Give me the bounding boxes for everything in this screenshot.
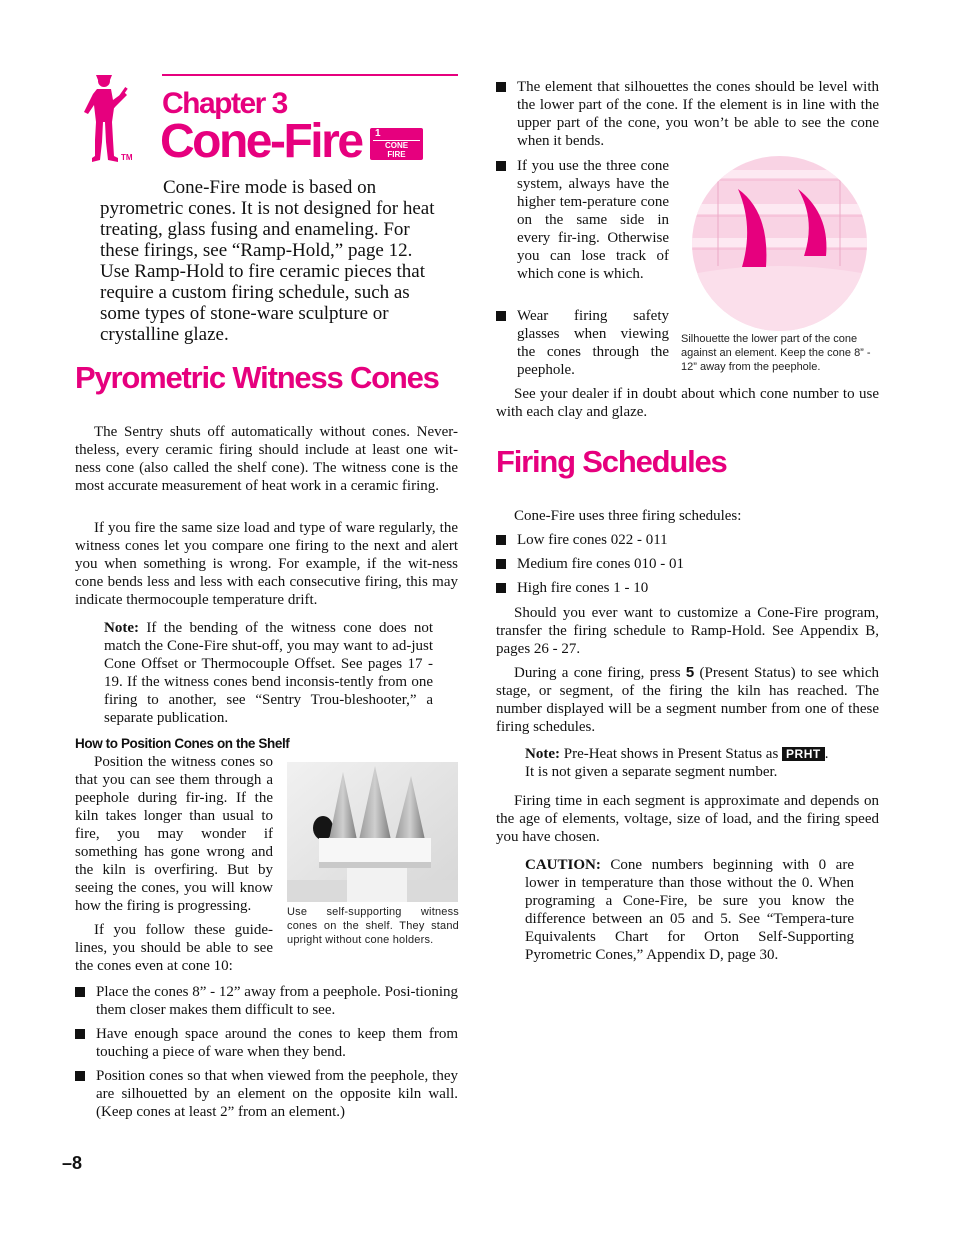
photo-caption: Use self-supporting witness cones on the shelf. They stand upright without cone holders. [287, 906, 459, 946]
cone-fire-key [370, 128, 423, 160]
bullet-square-icon [496, 82, 506, 92]
note-label: Note: [104, 620, 139, 636]
key-label-1: CONE [384, 141, 409, 150]
present-status-paragraph: During a cone firing, press 5 (Present Status) to see which stage, or segment, of the firing the kiln has reached. The number displayed will be a segment number from one of these firing schedules. [496, 664, 879, 735]
list-item: Medium fire cones 010 - 01 [496, 555, 879, 573]
dealer-paragraph: See your dealer if in doubt about which cone number to use with each clay and glaze. [496, 386, 879, 420]
page-number: –8 [62, 1153, 83, 1173]
bullet-square-icon [496, 535, 506, 545]
trademark-mark: TM [121, 153, 133, 162]
bullet-square-icon [75, 987, 85, 997]
firing-time-paragraph: Firing time in each segment is approximate and depends on the age of elements, voltage, size of load, and the firing speed you have chosen. [496, 793, 879, 845]
position-paragraph-2: If you follow these guide-lines, you should be able to see the cones even at cone 10: [75, 922, 273, 974]
list-item: Position cones so that when viewed from the peephole, they are silhouetted by an element on the opposite kiln wall. (Keep cones at least 2” from an element.) [75, 1067, 458, 1121]
chapter-rule [162, 74, 458, 76]
customize-paragraph: Should you ever want to customize a Cone-Fire program, transfer the firing schedule to Ramp-Hold. See Appendix B, pages 26 - 27. [496, 605, 879, 657]
witness-paragraph-2: If you fire the same size load and type of ware regularly, the witness cones let you compare one firing to the next and alert you when something is wrong. For example, if the wit-ness cone bends less and less with each consecutive firing, this may indicate thermocouple temperature drift. [75, 520, 458, 608]
list-item: High fire cones 1 - 10 [496, 579, 879, 597]
key-label-2: FIRE [387, 150, 406, 159]
list-item: If you use the three cone system, always have the higher tem-perature cone on the same side in every fir-ing. Otherwise you can lose track of which cone is which. [496, 157, 669, 283]
caution-note: CAUTION: Cone numbers beginning with 0 are lower in temperature than those without the 0. When programing a Cone-Fire, be sure you know the difference between an 05 and 5. See “Tempera-ture Equivalents Chart for Orton Self-Supporting Pyrometric Cones,” Appendix D, page 30. [525, 857, 854, 963]
list-item: Wear firing safety glasses when viewing the cones through the peephole. [496, 307, 669, 379]
list-item: Have enough space around the cones to keep them from touching a piece of ware when they bend. [75, 1025, 458, 1061]
note-text: If the bending of the witness cone does not match the Cone-Fire shut-off, you may want to ad-just Cone Offset or Thermocouple Offset. See pages 17 - 19. If the witness cones bend inconsis-tently from one firing to another, see “Sentry Trou-bleshooter,” a separate publication. [104, 620, 433, 726]
cone-silhouette-graphic [692, 156, 867, 331]
bullet-square-icon [75, 1071, 85, 1081]
bullet-square-icon [75, 1029, 85, 1039]
prht-display-badge: PRHT [782, 747, 825, 761]
bullet-square-icon [496, 161, 506, 171]
witness-paragraph-1: The Sentry shuts off automatically without cones. Never-theless, every ceramic firing should include at least one wit-ness cone (also called the shelf cone). The witness cone is the most accurate measurement of heat work in a ceramic firing. [75, 424, 458, 494]
subheading-position-cones: How to Position Cones on the Shelf [75, 736, 290, 751]
bullet-square-icon [496, 559, 506, 569]
key-number: 1 [375, 128, 381, 139]
chapter-label: Chapter 3 [162, 87, 287, 120]
section-heading-witness-cones: Pyrometric Witness Cones [75, 360, 439, 395]
preheat-note: Note: Pre-Heat shows in Present Status as PRHT . It is not given a separate segment number. [525, 746, 829, 780]
list-item: Place the cones 8” - 12” away from a peephole. Posi-tioning them closer makes them difficult to see. [75, 983, 458, 1019]
section-heading-firing-schedules: Firing Schedules [496, 444, 727, 479]
bullet-square-icon [496, 311, 506, 321]
intro-paragraph: Cone-Fire mode is based on pyrometric cones. It is not designed for heat treating, glass fusing and enameling. For these firings, see “Ramp-Hold,” page 12. Use Ramp-Hold to fire ceramic pieces that require a custom firing schedule, such as some types of stone-ware sculpture or crystalline glaze. [100, 177, 435, 345]
position-paragraph-1: Position the witness cones so that you can see them through a peephole during fir-ing. If the kiln takes longer than usual to fire, you may wonder if something has gone wrong and the kiln is overfiring. But by seeing the cones, you will know how the firing is progressing. [75, 754, 273, 914]
witness-cones-photo [287, 762, 458, 902]
cone-silhouette-figure [692, 156, 867, 331]
schedules-intro: Cone-Fire uses three firing schedules: [514, 508, 742, 524]
list-item: Low fire cones 022 - 011 [496, 531, 879, 549]
figure-caption: Silhouette the lower part of the cone against an element. Keep the cone 8” - 12” away from the peephole. [681, 333, 871, 373]
bullet-square-icon [496, 583, 506, 593]
list-item: The element that silhouettes the cones should be level with the lower part of the cone. If the element is in line with the upper part of the cone, you won’t be able to see the cone when it bends. [496, 78, 879, 150]
chapter-title: Cone-Fire [160, 115, 362, 168]
key-5: 5 [685, 664, 695, 681]
cones-photo-graphic [287, 762, 458, 902]
witness-note [104, 619, 433, 727]
